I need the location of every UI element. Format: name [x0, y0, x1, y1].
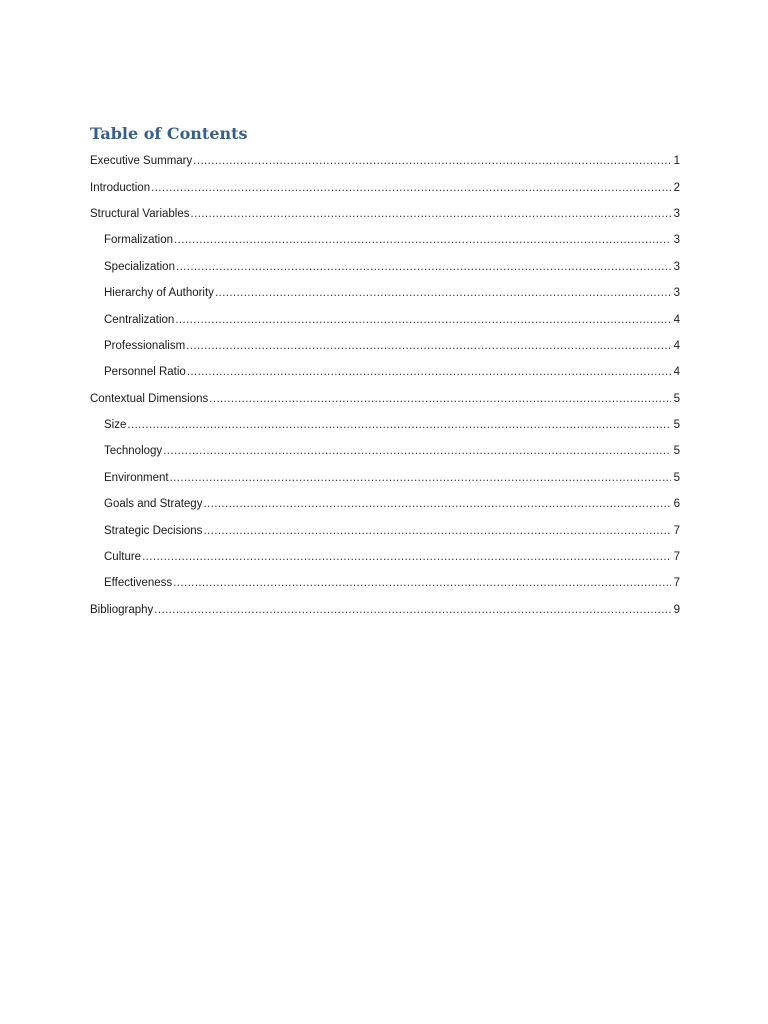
- toc-entry-page-number: 7: [673, 577, 680, 590]
- toc-entry[interactable]: [90, 465, 680, 491]
- toc-entry-page-number: 3: [673, 260, 680, 273]
- toc-dot-leader: [173, 577, 671, 589]
- toc-dot-leader: [193, 155, 671, 167]
- toc-entry-page-number: 6: [673, 498, 680, 511]
- toc-entry[interactable]: [90, 201, 680, 227]
- toc-dot-leader: [170, 472, 671, 484]
- toc-heading: Table of Contents: [90, 124, 248, 143]
- toc-dot-leader: [203, 498, 671, 510]
- toc-entry[interactable]: [90, 359, 680, 385]
- toc-entry-label: Formalization: [104, 234, 174, 247]
- toc-dot-leader: [187, 366, 671, 378]
- toc-entry-label: Goals and Strategy: [104, 498, 203, 511]
- toc-entry[interactable]: [90, 333, 680, 359]
- toc-entry-page-number: 4: [673, 366, 680, 379]
- toc-entry-page-number: 7: [673, 524, 680, 537]
- toc-dot-leader: [203, 525, 671, 537]
- toc-entry-label: Personnel Ratio: [104, 366, 186, 379]
- toc-entry[interactable]: [90, 517, 680, 543]
- toc-entry-page-number: 9: [673, 603, 680, 616]
- toc-entry-page-number: 5: [673, 471, 680, 484]
- toc-entry-page-number: 5: [673, 419, 680, 432]
- toc-entry-page-number: 5: [673, 392, 680, 405]
- toc-entry-page-number: 2: [673, 181, 680, 194]
- toc-entry[interactable]: [90, 438, 680, 464]
- toc-entry[interactable]: [90, 227, 680, 253]
- toc-entry-page-number: 5: [673, 445, 680, 458]
- toc-entry[interactable]: [90, 386, 680, 412]
- toc-entry[interactable]: [90, 254, 680, 280]
- toc-entry-label: Hierarchy of Authority: [104, 287, 214, 300]
- toc-entry[interactable]: [90, 306, 680, 332]
- toc-entry-label: Introduction: [90, 181, 151, 194]
- toc-entry-label: Effectiveness: [104, 577, 173, 590]
- toc-entry-page-number: 3: [673, 234, 680, 247]
- toc-entry-label: Culture: [104, 551, 142, 564]
- toc-entry-label: Executive Summary: [90, 155, 193, 168]
- toc-dot-leader: [215, 287, 671, 299]
- toc-entry[interactable]: [90, 544, 680, 570]
- toc-entry-label: Specialization: [104, 260, 175, 273]
- toc-dot-leader: [127, 419, 671, 431]
- toc-entry-page-number: 3: [673, 207, 680, 220]
- toc-entry[interactable]: [90, 491, 680, 517]
- toc-dot-leader: [209, 393, 671, 405]
- toc-entry[interactable]: [90, 597, 680, 623]
- toc-entry-page-number: 4: [673, 313, 680, 326]
- toc-entry[interactable]: [90, 148, 680, 174]
- toc-entry[interactable]: [90, 174, 680, 200]
- toc-entry-label: Professionalism: [104, 339, 186, 352]
- toc-entry-label: Bibliography: [90, 603, 154, 616]
- toc-entry-page-number: 4: [673, 339, 680, 352]
- toc-dot-leader: [191, 208, 672, 220]
- toc-entry-label: Size: [104, 419, 127, 432]
- toc-dot-leader: [176, 261, 671, 273]
- toc-entry-label: Environment: [104, 471, 169, 484]
- toc-entry-page-number: 1: [673, 155, 680, 168]
- toc-dot-leader: [174, 234, 671, 246]
- toc-dot-leader: [186, 340, 671, 352]
- toc-dot-leader: [175, 314, 671, 326]
- toc-entry-label: Technology: [104, 445, 163, 458]
- toc-entry-label: Centralization: [104, 313, 175, 326]
- toc-dot-leader: [142, 551, 671, 563]
- toc-dot-leader: [163, 445, 671, 457]
- toc-dot-leader: [154, 604, 671, 616]
- toc-list: [90, 148, 680, 623]
- toc-dot-leader: [151, 182, 671, 194]
- toc-entry[interactable]: [90, 280, 680, 306]
- toc-entry[interactable]: [90, 570, 680, 596]
- toc-entry-label: Strategic Decisions: [104, 524, 203, 537]
- toc-entry-page-number: 3: [673, 287, 680, 300]
- toc-entry-label: Contextual Dimensions: [90, 392, 209, 405]
- toc-entry[interactable]: [90, 412, 680, 438]
- toc-entry-label: Structural Variables: [90, 207, 190, 220]
- toc-entry-page-number: 7: [673, 551, 680, 564]
